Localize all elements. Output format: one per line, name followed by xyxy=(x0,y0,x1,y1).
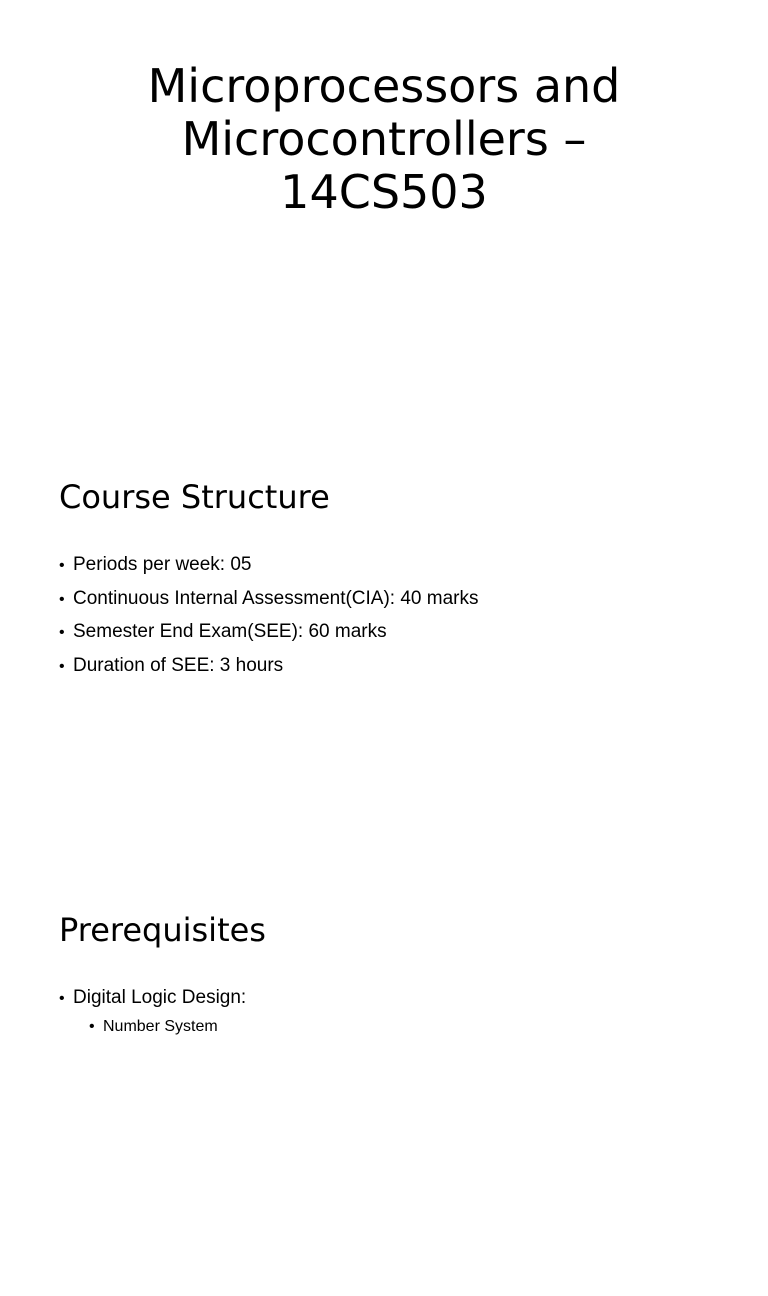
bullet-icon: • xyxy=(59,990,65,1007)
slide-prerequisites xyxy=(0,864,768,1296)
slide-course-structure xyxy=(0,432,768,864)
list-item xyxy=(59,616,479,650)
list-item xyxy=(89,1016,246,1038)
bullet-text: Periods per week: 05 xyxy=(73,554,252,575)
bullet-icon: • xyxy=(59,624,65,641)
list-item xyxy=(59,982,246,1016)
title-line-2: Microcontrollers – xyxy=(181,112,587,166)
bullet-text: Digital Logic Design: xyxy=(73,987,247,1008)
bullet-text: Continuous Internal Assessment(CIA): 40 marks xyxy=(73,587,479,609)
slide-title-heading xyxy=(0,60,768,219)
list-item xyxy=(59,549,479,583)
prerequisites-heading: Prerequisites xyxy=(59,911,266,949)
list-item xyxy=(59,650,479,684)
sub-list-container xyxy=(59,1016,246,1038)
slide-title xyxy=(0,0,768,432)
course-structure-heading: Course Structure xyxy=(59,478,330,516)
list-item xyxy=(59,583,479,617)
title-line-3: 14CS503 xyxy=(280,165,488,219)
bullet-icon: • xyxy=(59,657,65,675)
bullet-icon: • xyxy=(59,590,65,608)
prerequisites-sub-list xyxy=(59,1016,246,1038)
bullet-text: Duration of SEE: 3 hours xyxy=(73,654,284,676)
sub-bullet-text: Number System xyxy=(103,1017,218,1035)
course-structure-list xyxy=(59,549,479,683)
prerequisites-list xyxy=(59,982,246,1038)
title-line-1: Microprocessors and xyxy=(147,59,621,113)
bullet-icon: • xyxy=(89,1017,95,1035)
bullet-icon: • xyxy=(59,557,65,574)
bullet-text: Semester End Exam(SEE): 60 marks xyxy=(73,621,387,642)
